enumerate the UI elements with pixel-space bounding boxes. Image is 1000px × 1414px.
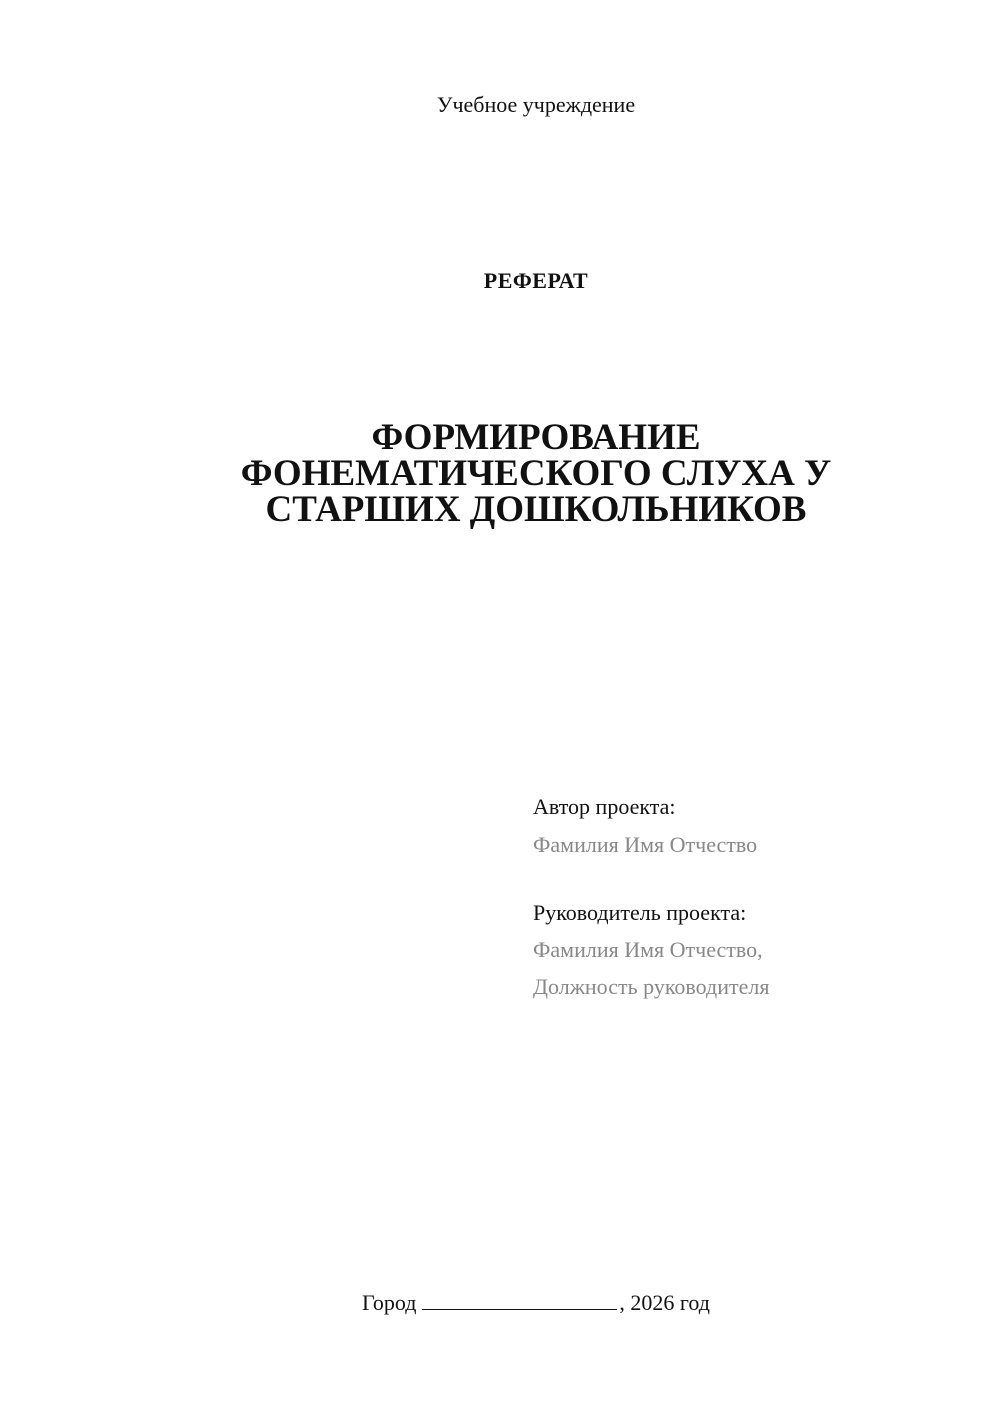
title-line-2: ФОНЕМАТИЧЕСКОГО СЛУХА У	[240, 453, 832, 494]
document-title	[0, 417, 1000, 530]
document-type: РЕФЕРАТ	[483, 268, 589, 293]
supervisor-block	[533, 894, 973, 1005]
supervisor-position: Должность руководителя	[533, 974, 770, 999]
supervisor-label: Руководитель проекта:	[533, 900, 747, 925]
institution-name: Учебное учреждение	[436, 92, 636, 117]
city-label: Город	[362, 1290, 417, 1315]
supervisor-name: Фамилия Имя Отчество,	[533, 937, 763, 962]
author-block	[533, 788, 973, 864]
author-label: Автор проекта:	[533, 794, 676, 819]
city-blank-line	[422, 1291, 617, 1310]
title-line-1: ФОРМИРОВАНИЕ	[371, 417, 701, 458]
city-year-line	[0, 1290, 1000, 1316]
year-label: , 2026 год	[619, 1290, 710, 1315]
title-line-3: СТАРШИХ ДОШКОЛЬНИКОВ	[265, 489, 807, 530]
author-name: Фамилия Имя Отчество	[533, 832, 758, 857]
